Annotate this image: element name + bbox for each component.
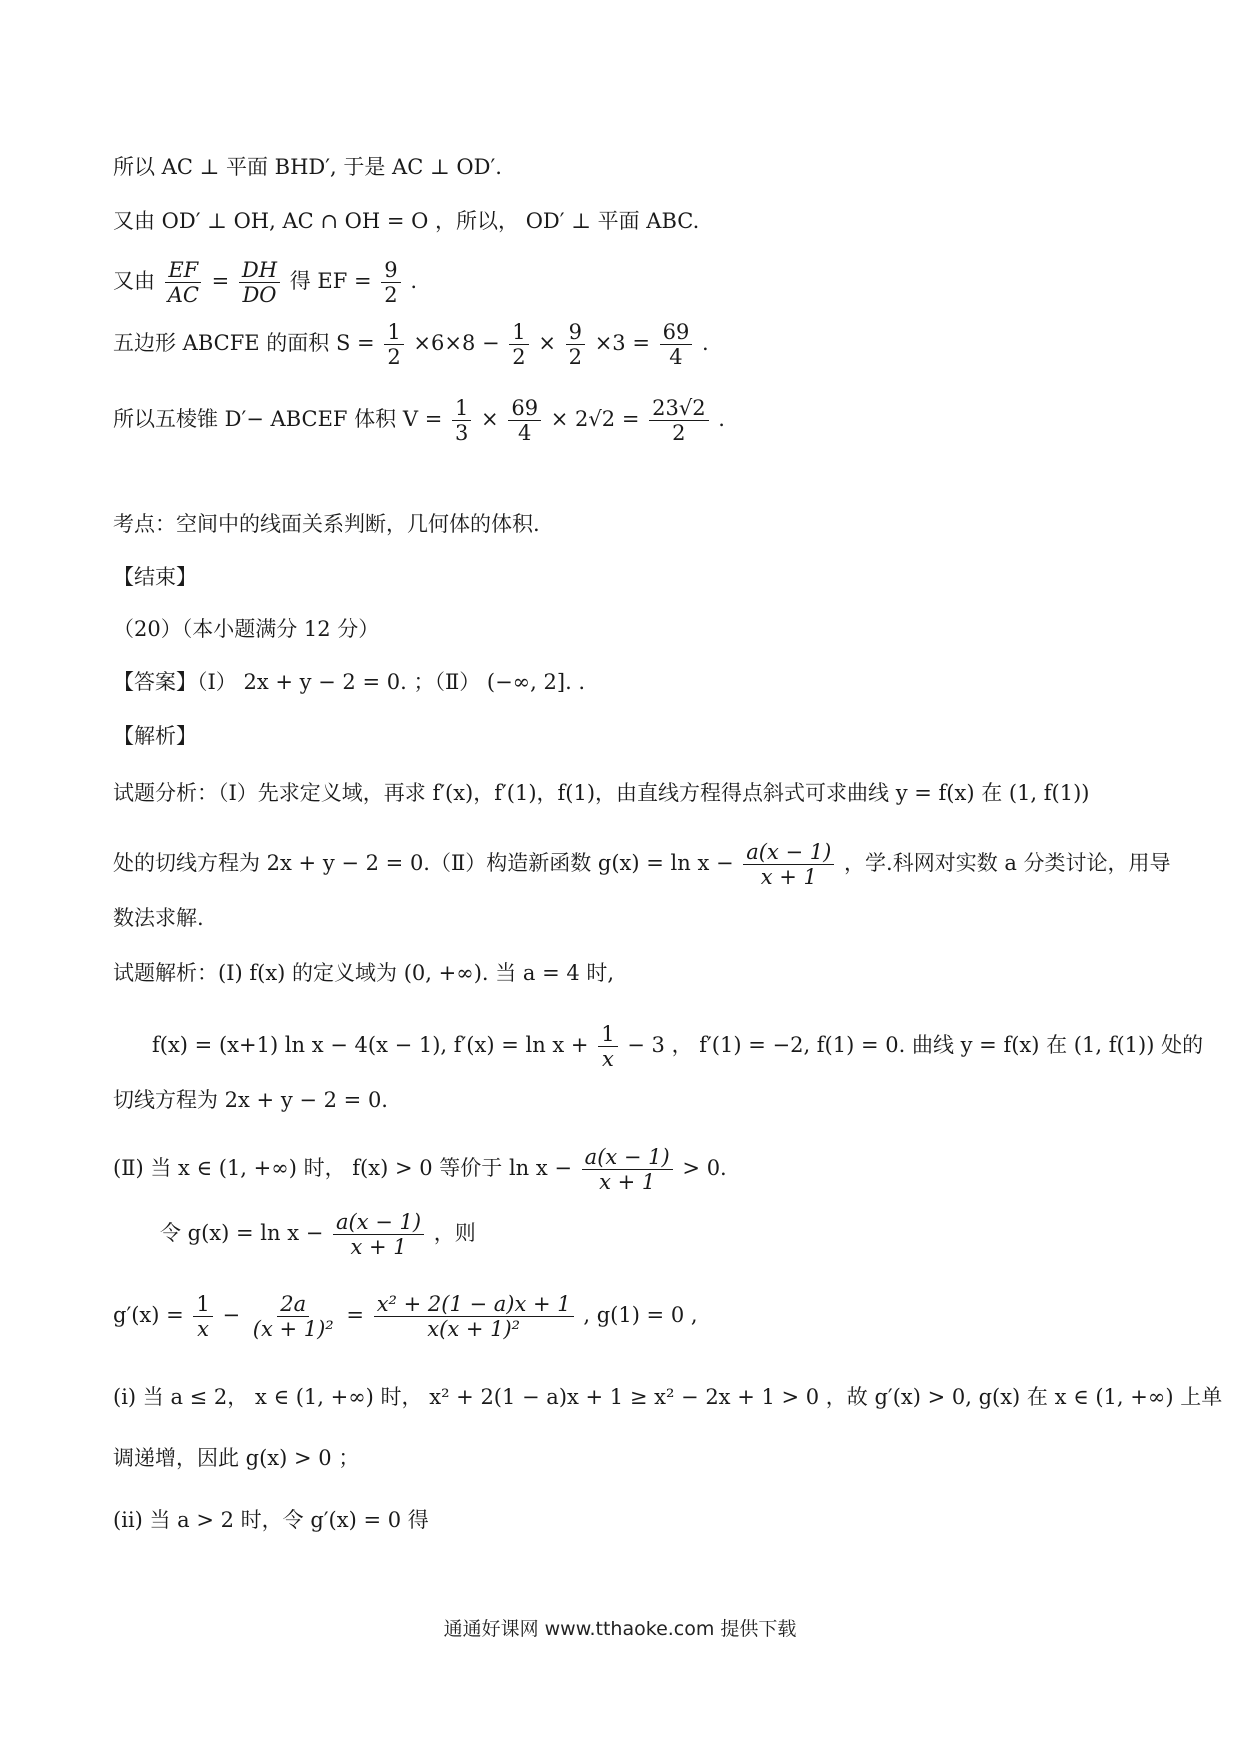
- text-line: 试题解析：(Ⅰ) f(x) 的定义域为 (0, +∞). 当 a = 4 时,: [113, 961, 615, 985]
- text-line: 五边形 ABCFE 的面积 S = $\frac{1}{2}$ ×6×8 − $\frac{1}{2}$ × $\frac{9}{2}$ ×3 = $\frac{69}{4}$ .: [113, 320, 709, 370]
- text-line: 又由 OD′ ⊥ OH, AC ∩ OH = O ，所以， OD′ ⊥ 平面 ABC.: [113, 209, 700, 233]
- page-footer: 通通好课网 www.tthaoke.com 提供下载: [443, 1618, 797, 1640]
- fraction: $\frac{69}{4}$: [660, 320, 693, 369]
- text-line: 又由 $\frac{EF}{AC}$ = $\frac{DH}{DO}$ 得 EF = $\frac{9}{2}$ .: [113, 258, 418, 308]
- fraction: $\frac{9}{2}$: [381, 258, 400, 307]
- text-line: 所以五棱锥 D′− ABCEF 体积 V = $\frac{1}{3}$ × $\frac{69}{4}$ × 2√2 = $\frac{23√2}{2}$ .: [113, 396, 725, 446]
- section-marker: 【解析】: [113, 724, 197, 748]
- text-line: 切线方程为 2x + y − 2 = 0.: [113, 1088, 388, 1112]
- fraction: $\frac{9}{2}$: [566, 320, 585, 369]
- fraction: $\frac{1}{2}$: [384, 320, 403, 369]
- section-marker: 【结束】: [113, 565, 197, 589]
- fraction: $\frac{1}{x}$: [598, 1022, 617, 1071]
- fraction: $\frac{1}{x}$: [193, 1292, 212, 1341]
- fraction: $\frac{a(x - 1)}{x + 1}$: [333, 1210, 424, 1259]
- fraction: $\frac{\text{x² + 2(1 − a)x + 1}}{\text{x(x + 1)²}}$: [374, 1292, 574, 1341]
- fraction: $\frac{EF}{AC}$: [165, 258, 202, 307]
- text-line: 所以 AC ⊥ 平面 BHD′, 于是 AC ⊥ OD′.: [113, 155, 502, 179]
- text-line: 数法求解.: [113, 906, 204, 930]
- text-line: (ⅰ) 当 a ≤ 2， x ∈ (1, +∞) 时， x² + 2(1 − a)x + 1 ≥ x² − 2x + 1 > 0 ，故 g′(x) > 0, g(x) 在 x ∈ (1, +∞) 上单: [113, 1385, 1223, 1409]
- fraction: $\frac{a(x - 1)}{x + 1}$: [743, 840, 834, 889]
- question-heading: （20）（本小题满分 12 分）: [113, 617, 380, 641]
- text-line: f(x) = (x+1) ln x − 4(x − 1), f′(x) = ln x + $\frac{1}{x}$ − 3 ， f′(1) = −2, f(1) = 0. 曲线 y = f(x) 在 (1, f(1)) 处的: [152, 1022, 1204, 1072]
- fraction: $\frac{1}{3}$: [452, 396, 471, 445]
- text-line: 调递增，因此 g(x) > 0 ；: [113, 1446, 360, 1470]
- text-line: 处的切线方程为 2x + y − 2 = 0.（Ⅱ）构造新函数 g(x) = ln x − $\frac{a(x - 1)}{x + 1}$ ，学.科网对实数 a 分类讨论，用导: [113, 840, 1171, 890]
- answer-line: 【答案】（Ⅰ） 2x + y − 2 = 0. ；（Ⅱ） (−∞, 2]. .: [113, 670, 586, 694]
- text-line: 令 g(x) = ln x − $\frac{a(x - 1)}{x + 1}$ ，则: [160, 1210, 476, 1260]
- fraction: $\frac{69}{4}$: [508, 396, 541, 445]
- text-line: (ⅱ) 当 a > 2 时，令 g′(x) = 0 得: [113, 1508, 429, 1532]
- fraction: $\frac{2a}{\text{(x + 1)²}}$: [252, 1292, 334, 1342]
- fraction: $\frac{a(x - 1)}{x + 1}$: [582, 1145, 673, 1194]
- text-line: 考点：空间中的线面关系判断，几何体的体积.: [113, 512, 540, 536]
- fraction: $\frac{DH}{DO}$: [239, 258, 280, 307]
- text-line: 试题分析：（Ⅰ）先求定义域，再求 f′(x)，f′(1)，f(1)，由直线方程得点斜式可求曲线 y = f(x) 在 (1, f(1)): [113, 781, 1090, 805]
- text-line: g′(x) = $\frac{1}{x}$ − $\frac{2a}{\text{(x + 1)²}}$ = $\frac{\text{x² + 2(1 − a)x + 1}}{\text{x(x + 1)²}}$ , g(1) = 0 ,: [113, 1292, 698, 1342]
- text-line: (Ⅱ) 当 x ∈ (1, +∞) 时， f(x) > 0 等价于 ln x − $\frac{a(x - 1)}{x + 1}$ > 0.: [113, 1145, 727, 1195]
- fraction: $\frac{23√2}{2}$: [649, 396, 708, 445]
- fraction: $\frac{1}{2}$: [509, 320, 528, 369]
